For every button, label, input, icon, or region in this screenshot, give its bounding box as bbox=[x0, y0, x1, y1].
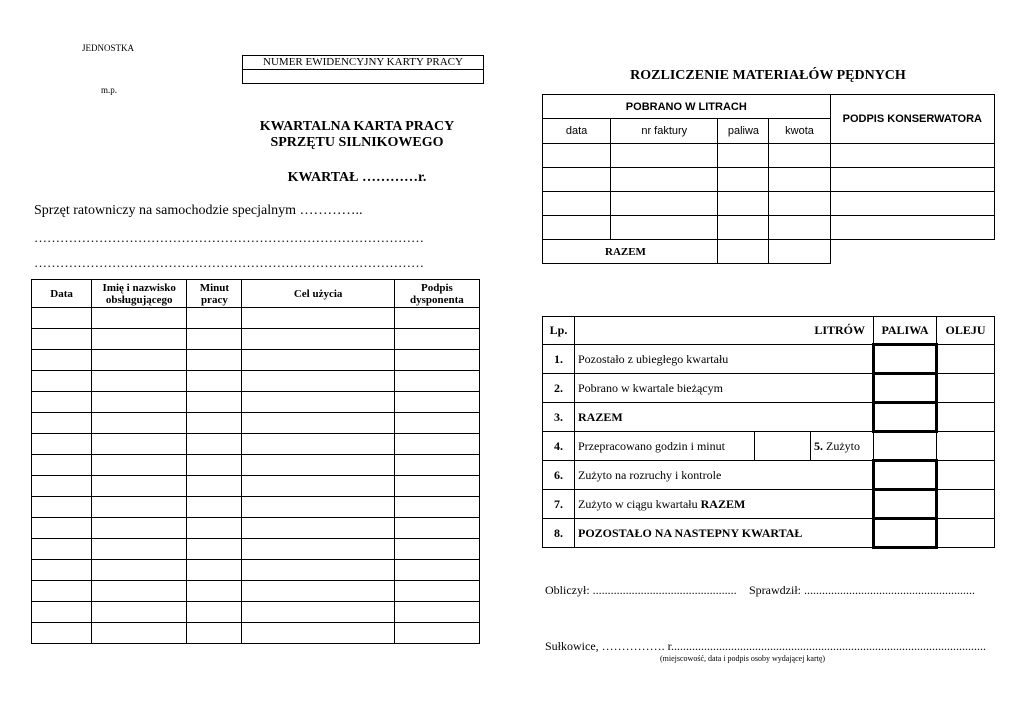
work-cell[interactable] bbox=[32, 308, 92, 329]
work-cell[interactable] bbox=[32, 392, 92, 413]
col-date: Data bbox=[32, 280, 92, 308]
fuel-value-7[interactable] bbox=[874, 490, 937, 519]
work-row bbox=[32, 308, 480, 329]
fuel-cell[interactable] bbox=[718, 168, 769, 192]
fuel-cell[interactable] bbox=[830, 168, 994, 192]
row-number: 3. bbox=[543, 403, 575, 432]
fuel-cell[interactable] bbox=[718, 144, 769, 168]
fuel-row bbox=[543, 168, 995, 192]
work-cell[interactable] bbox=[394, 455, 479, 476]
work-cell[interactable] bbox=[394, 308, 479, 329]
fuel-cell[interactable] bbox=[611, 216, 718, 240]
work-row bbox=[32, 560, 480, 581]
work-cell[interactable] bbox=[32, 581, 92, 602]
header-fuel: PALIWA bbox=[874, 317, 937, 345]
work-cell[interactable] bbox=[92, 476, 187, 497]
work-cell[interactable] bbox=[32, 518, 92, 539]
work-row bbox=[32, 581, 480, 602]
fuel-total-fuel[interactable] bbox=[718, 240, 769, 264]
oil-value-2[interactable] bbox=[937, 374, 995, 403]
work-row bbox=[32, 413, 480, 434]
work-cell[interactable] bbox=[32, 455, 92, 476]
record-number-box bbox=[242, 55, 484, 84]
work-cell[interactable] bbox=[242, 539, 394, 560]
work-cell[interactable] bbox=[32, 623, 92, 644]
place-note: (miejscowość, data i podpis osoby wydającej kartę) bbox=[660, 654, 826, 663]
work-cell[interactable] bbox=[187, 413, 242, 434]
work-cell[interactable] bbox=[242, 581, 394, 602]
fuel-table-body bbox=[543, 144, 995, 240]
page-title bbox=[230, 119, 484, 151]
fuel-taken-table bbox=[542, 94, 995, 264]
work-cell[interactable] bbox=[92, 350, 187, 371]
work-cell[interactable] bbox=[394, 518, 479, 539]
row-number: 8. bbox=[543, 519, 575, 548]
work-cell[interactable] bbox=[32, 560, 92, 581]
dots-line-1: ……………………………………………………………………………… bbox=[34, 230, 424, 245]
work-cell[interactable] bbox=[92, 560, 187, 581]
fuel-cell[interactable] bbox=[769, 144, 830, 168]
stamp-label: m.p. bbox=[101, 85, 118, 95]
sub-col-amount: kwota bbox=[769, 119, 830, 144]
oil-value-7[interactable] bbox=[937, 490, 995, 519]
work-cell[interactable] bbox=[32, 434, 92, 455]
work-cell[interactable] bbox=[187, 329, 242, 350]
work-cell[interactable] bbox=[187, 476, 242, 497]
quarter-label: KWARTAŁ …………r. bbox=[287, 170, 427, 185]
equipment-label: Sprzęt ratowniczy na samochodzie specjalnym ………….. bbox=[34, 203, 363, 218]
work-cell[interactable] bbox=[394, 329, 479, 350]
balance-row-6 bbox=[543, 461, 995, 490]
sub-col-date: data bbox=[543, 119, 611, 144]
header-oil: OLEJU bbox=[937, 317, 995, 345]
row-label bbox=[575, 490, 874, 519]
fuel-cell[interactable] bbox=[611, 168, 718, 192]
work-cell[interactable] bbox=[92, 581, 187, 602]
work-row bbox=[32, 392, 480, 413]
record-number-label: NUMER EWIDENCYJNY KARTY PRACY bbox=[243, 56, 484, 70]
row-number: 6. bbox=[543, 461, 575, 490]
work-cell[interactable] bbox=[92, 308, 187, 329]
work-table-header bbox=[32, 280, 480, 308]
fuel-total-amount[interactable] bbox=[769, 240, 830, 264]
fuel-cell[interactable] bbox=[543, 192, 611, 216]
fuel-cell[interactable] bbox=[543, 144, 611, 168]
row-label: RAZEM bbox=[575, 403, 874, 432]
work-cell[interactable] bbox=[394, 497, 479, 518]
fuel-cell[interactable] bbox=[830, 216, 994, 240]
work-cell[interactable] bbox=[242, 476, 394, 497]
work-row bbox=[32, 518, 480, 539]
work-cell[interactable] bbox=[394, 413, 479, 434]
fuel-value-3[interactable] bbox=[874, 403, 937, 432]
balance-row-3 bbox=[543, 403, 995, 432]
fuel-total-row bbox=[543, 240, 995, 264]
col-operator: Imię i nazwisko obsługującego bbox=[92, 280, 187, 308]
work-log-table bbox=[31, 279, 480, 644]
work-cell[interactable] bbox=[92, 539, 187, 560]
row-label: Zużyto na rozruchy i kontrole bbox=[575, 461, 874, 490]
sub-col-fuel: paliwa bbox=[718, 119, 769, 144]
used-text: Zużyto bbox=[826, 438, 860, 453]
title-line-2: SPRZĘTU SILNIKOWEGO bbox=[270, 135, 444, 150]
work-cell[interactable] bbox=[394, 539, 479, 560]
work-row bbox=[32, 329, 480, 350]
work-cell[interactable] bbox=[92, 413, 187, 434]
fuel-row bbox=[543, 216, 995, 240]
work-cell[interactable] bbox=[242, 350, 394, 371]
col-minutes: Minut pracy bbox=[187, 280, 242, 308]
fuel-cell[interactable] bbox=[611, 192, 718, 216]
work-cell[interactable] bbox=[92, 371, 187, 392]
work-cell[interactable] bbox=[242, 413, 394, 434]
signature-header: PODPIS KONSERWATORA bbox=[830, 95, 994, 144]
record-number-field[interactable] bbox=[243, 70, 484, 84]
oil-value-6[interactable] bbox=[937, 461, 995, 490]
fuel-row bbox=[543, 192, 995, 216]
work-cell[interactable] bbox=[32, 497, 92, 518]
work-cell[interactable] bbox=[242, 308, 394, 329]
work-cell[interactable] bbox=[32, 350, 92, 371]
fuel-cell[interactable] bbox=[543, 168, 611, 192]
balance-row-8 bbox=[543, 519, 995, 548]
row-number: 1. bbox=[543, 345, 575, 374]
fuel-value-4[interactable] bbox=[874, 432, 937, 461]
work-cell[interactable] bbox=[32, 476, 92, 497]
work-cell[interactable] bbox=[187, 560, 242, 581]
work-cell[interactable] bbox=[187, 497, 242, 518]
work-cell[interactable] bbox=[32, 602, 92, 623]
work-cell[interactable] bbox=[187, 434, 242, 455]
work-cell[interactable] bbox=[242, 497, 394, 518]
fuel-cell[interactable] bbox=[769, 216, 830, 240]
row-label-text: Zużyto w ciągu kwartału bbox=[578, 496, 698, 511]
work-row bbox=[32, 602, 480, 623]
col-signature: Podpis dysponenta bbox=[394, 280, 479, 308]
sub-col-invoice: nr faktury bbox=[611, 119, 718, 144]
fuel-cell[interactable] bbox=[718, 192, 769, 216]
work-row bbox=[32, 623, 480, 644]
work-cell[interactable] bbox=[92, 434, 187, 455]
work-cell[interactable] bbox=[92, 329, 187, 350]
fuel-total-blank bbox=[830, 240, 994, 264]
work-cell[interactable] bbox=[394, 371, 479, 392]
work-cell[interactable] bbox=[242, 623, 394, 644]
work-cell[interactable] bbox=[187, 539, 242, 560]
used-label bbox=[811, 432, 874, 461]
balance-row-1 bbox=[543, 345, 995, 374]
work-cell[interactable] bbox=[242, 602, 394, 623]
work-cell[interactable] bbox=[92, 623, 187, 644]
work-cell[interactable] bbox=[394, 392, 479, 413]
fuel-cell[interactable] bbox=[543, 216, 611, 240]
work-cell[interactable] bbox=[242, 518, 394, 539]
taken-header: POBRANO W LITRACH bbox=[543, 95, 831, 119]
work-cell[interactable] bbox=[32, 539, 92, 560]
oil-value-4[interactable] bbox=[937, 432, 995, 461]
work-cell[interactable] bbox=[187, 371, 242, 392]
header-lp: Lp. bbox=[543, 317, 575, 345]
work-cell[interactable] bbox=[394, 350, 479, 371]
work-cell[interactable] bbox=[92, 455, 187, 476]
fuel-cell[interactable] bbox=[830, 192, 994, 216]
work-cell[interactable] bbox=[92, 518, 187, 539]
header-liters: LITRÓW bbox=[575, 317, 874, 345]
work-row bbox=[32, 476, 480, 497]
balance-table bbox=[542, 316, 995, 549]
unit-label: JEDNOSTKA bbox=[82, 43, 135, 53]
work-cell[interactable] bbox=[92, 602, 187, 623]
fuel-cell[interactable] bbox=[769, 168, 830, 192]
place-date-field[interactable]: Sułkowice, ……………. r......................................................................................................... bbox=[545, 639, 986, 653]
calculated-by-field[interactable]: Obliczył: ................................................ bbox=[545, 583, 737, 597]
work-cell[interactable] bbox=[32, 413, 92, 434]
work-cell[interactable] bbox=[242, 371, 394, 392]
fuel-total-label: RAZEM bbox=[543, 240, 718, 264]
work-cell[interactable] bbox=[394, 476, 479, 497]
fuel-row bbox=[543, 144, 995, 168]
work-cell[interactable] bbox=[394, 560, 479, 581]
work-cell[interactable] bbox=[92, 392, 187, 413]
checked-by-field[interactable]: Sprawdził: ......................................................... bbox=[749, 583, 975, 597]
balance-row-2 bbox=[543, 374, 995, 403]
work-cell[interactable] bbox=[187, 350, 242, 371]
col-purpose: Cel użycia bbox=[242, 280, 394, 308]
row-number: 4. bbox=[543, 432, 575, 461]
fuel-value-1[interactable] bbox=[874, 345, 937, 374]
work-cell[interactable] bbox=[242, 392, 394, 413]
row-label: Pozostało z ubiegłego kwartału bbox=[575, 345, 874, 374]
balance-row-4 bbox=[543, 432, 995, 461]
work-cell[interactable] bbox=[187, 518, 242, 539]
work-cell[interactable] bbox=[242, 560, 394, 581]
oil-value-3[interactable] bbox=[937, 403, 995, 432]
used-number: 5. bbox=[814, 438, 823, 453]
work-cell[interactable] bbox=[394, 581, 479, 602]
work-cell[interactable] bbox=[242, 455, 394, 476]
work-cell[interactable] bbox=[394, 623, 479, 644]
row-number: 7. bbox=[543, 490, 575, 519]
row-number: 2. bbox=[543, 374, 575, 403]
balance-row-7 bbox=[543, 490, 995, 519]
work-cell[interactable] bbox=[187, 623, 242, 644]
work-cell[interactable] bbox=[394, 602, 479, 623]
work-cell[interactable] bbox=[242, 434, 394, 455]
work-row bbox=[32, 455, 480, 476]
oil-value-1[interactable] bbox=[937, 345, 995, 374]
row-label: POZOSTAŁO NA NASTEPNY KWARTAŁ bbox=[575, 519, 874, 548]
work-cell[interactable] bbox=[32, 371, 92, 392]
work-cell[interactable] bbox=[187, 392, 242, 413]
fuel-cell[interactable] bbox=[769, 192, 830, 216]
fuel-value-2[interactable] bbox=[874, 374, 937, 403]
work-cell[interactable] bbox=[92, 497, 187, 518]
row-label: Pobrano w kwartale bieżącym bbox=[575, 374, 874, 403]
hours-minutes-value[interactable] bbox=[755, 432, 811, 461]
work-cell[interactable] bbox=[187, 455, 242, 476]
row-label: Przepracowano godzin i minut bbox=[575, 432, 755, 461]
fuel-value-6[interactable] bbox=[874, 461, 937, 490]
work-row bbox=[32, 350, 480, 371]
work-cell[interactable] bbox=[187, 602, 242, 623]
work-cell[interactable] bbox=[394, 434, 479, 455]
work-row bbox=[32, 371, 480, 392]
balance-header bbox=[543, 317, 995, 345]
fuel-value-8[interactable] bbox=[874, 519, 937, 548]
fuel-cell[interactable] bbox=[611, 144, 718, 168]
oil-value-8[interactable] bbox=[937, 519, 995, 548]
fuel-cell[interactable] bbox=[830, 144, 994, 168]
fuel-cell[interactable] bbox=[718, 216, 769, 240]
work-row bbox=[32, 434, 480, 455]
row-label-bold: RAZEM bbox=[700, 496, 746, 511]
work-table-body bbox=[32, 308, 480, 644]
title-line-1: KWARTALNA KARTA PRACY bbox=[259, 119, 455, 134]
fuel-title: ROZLICZENIE MATERIAŁÓW PĘDNYCH bbox=[630, 68, 906, 83]
work-cell[interactable] bbox=[32, 329, 92, 350]
work-row bbox=[32, 497, 480, 518]
dots-line-2: ……………………………………………………………………………… bbox=[34, 255, 424, 270]
work-row bbox=[32, 539, 480, 560]
work-cell[interactable] bbox=[187, 308, 242, 329]
work-cell[interactable] bbox=[187, 581, 242, 602]
work-cell[interactable] bbox=[242, 329, 394, 350]
